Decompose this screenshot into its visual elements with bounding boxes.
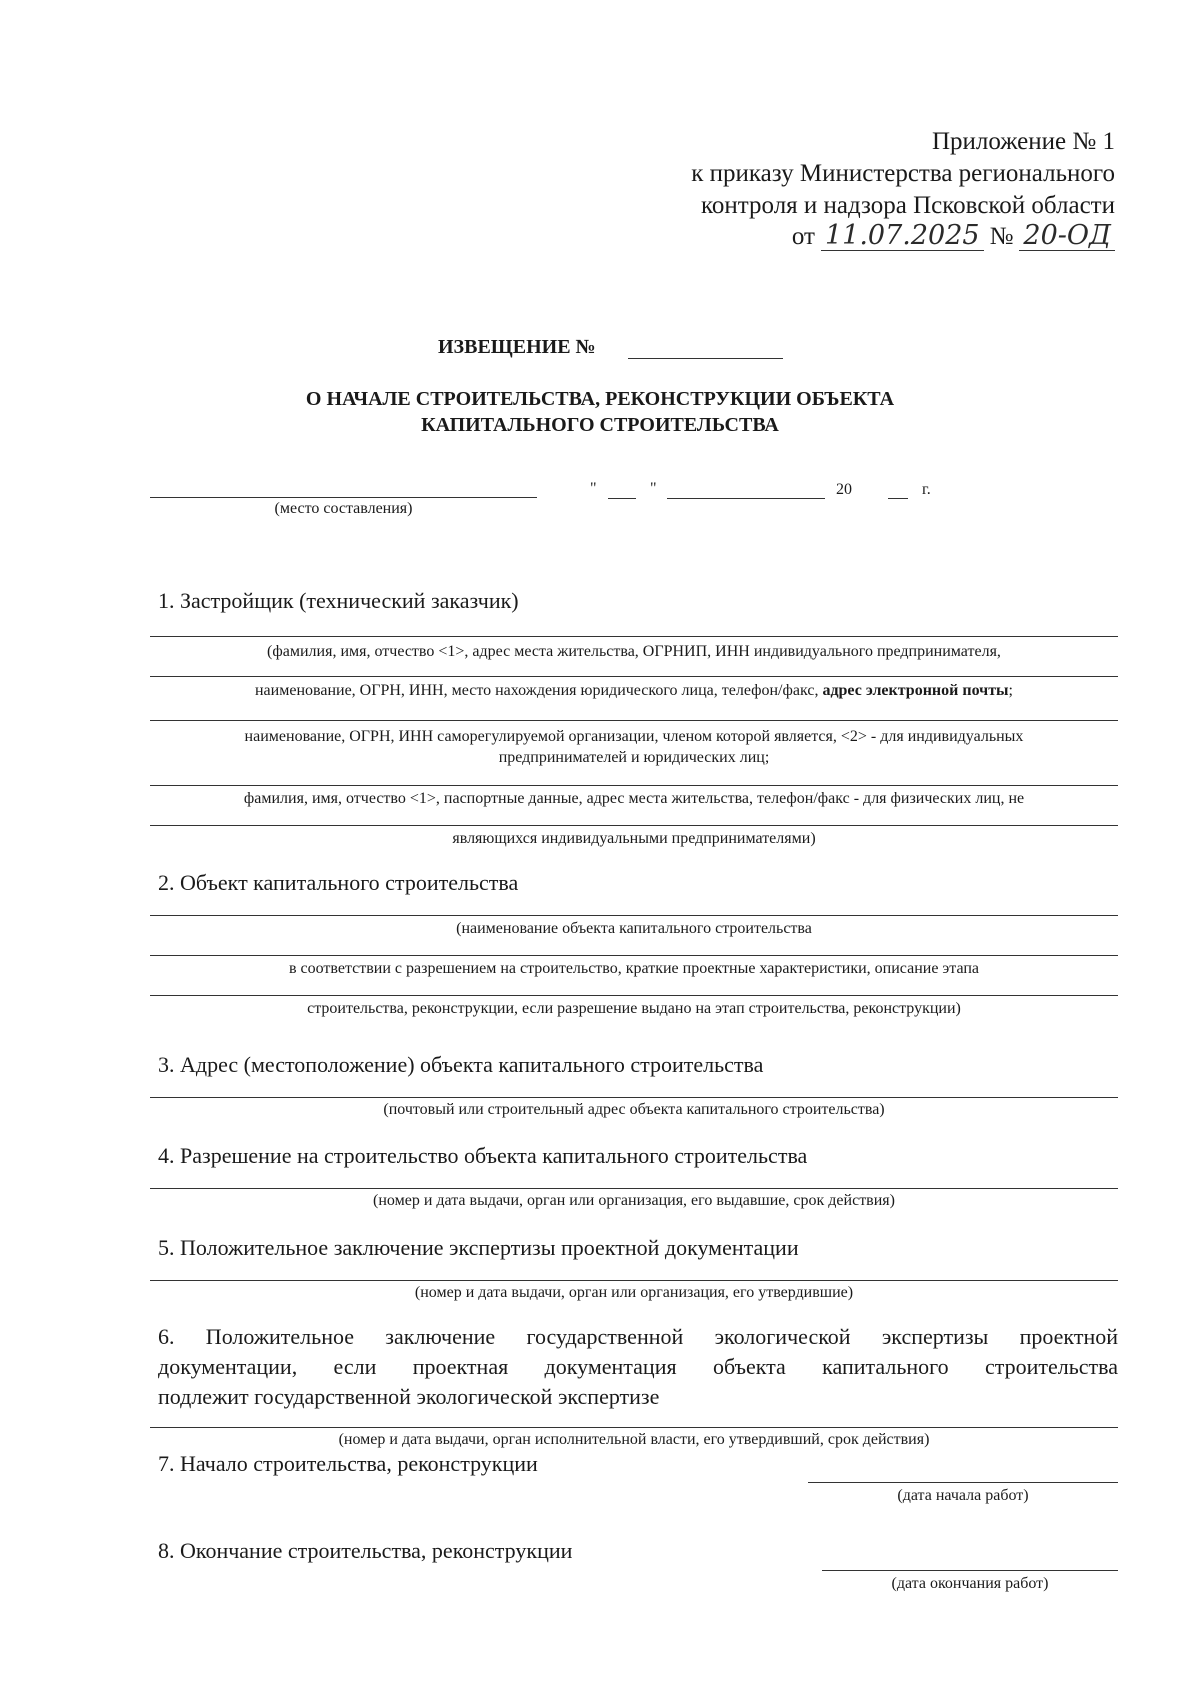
- section-1-field-1[interactable]: [150, 636, 1118, 637]
- year-prefix: 20: [836, 481, 852, 498]
- year-suffix: г.: [922, 481, 931, 498]
- place-field[interactable]: [150, 497, 537, 498]
- order-reference: к приказу Министерства регионального: [691, 160, 1115, 187]
- section-1-title: 1. Застройщик (технический заказчик): [158, 588, 519, 613]
- section-8-caption: (дата окончания работ): [891, 1575, 1049, 1592]
- section-1-field-2[interactable]: [150, 676, 1118, 677]
- section-1-caption-1: (фамилия, имя, отчество <1>, адрес места жительства, ОГРНИП, ИНН индивидуального предпринимателя,: [267, 643, 1001, 660]
- section-1-field-3[interactable]: [150, 720, 1118, 721]
- from-label: от: [791, 223, 815, 250]
- section-1-caption-5: являющихся индивидуальными предпринимателями): [452, 830, 816, 847]
- order-number-handwritten: 20-ОД: [1019, 222, 1115, 251]
- notice-title: ИЗВЕЩЕНИЕ №: [438, 336, 596, 358]
- section-6-line-3: подлежит государственной экологической экспертизе: [158, 1384, 660, 1409]
- subtitle-line-1: О НАЧАЛЕ СТРОИТЕЛЬСТВА, РЕКОНСТРУКЦИИ ОБЪЕКТА: [305, 388, 895, 410]
- section-7-caption: (дата начала работ): [897, 1487, 1029, 1504]
- section-6-line-2: документации, если проектная документация объекта капитального строительства: [158, 1354, 1118, 1379]
- section-7-title: 7. Начало строительства, реконструкции: [158, 1451, 538, 1476]
- section-2-title: 2. Объект капитального строительства: [158, 870, 519, 895]
- section-6-title: [158, 1322, 1118, 1412]
- section-8-title: 8. Окончание строительства, реконструкции: [158, 1538, 573, 1563]
- section-5-field[interactable]: [150, 1280, 1118, 1281]
- section-2-field-2[interactable]: [150, 955, 1118, 956]
- section-2-field-3[interactable]: [150, 995, 1118, 996]
- section-2-caption-1: (наименование объекта капитального строительства: [456, 920, 812, 937]
- caption-2-part-c: ;: [1008, 682, 1013, 699]
- month-field[interactable]: [667, 498, 825, 499]
- ministry-name: контроля и надзора Псковской области: [701, 192, 1115, 219]
- section-1-field-4[interactable]: [150, 785, 1118, 786]
- order-date-handwritten: 11.07.2025: [821, 222, 984, 251]
- section-2-field-1[interactable]: [150, 915, 1118, 916]
- section-3-field[interactable]: [150, 1097, 1118, 1098]
- section-3-title: 3. Адрес (местоположение) объекта капитального строительства: [158, 1052, 764, 1077]
- section-5-caption: (номер и дата выдачи, орган или организация, его утвердившие): [414, 1284, 854, 1301]
- section-3-caption: (почтовый или строительный адрес объекта капитального строительства): [383, 1101, 885, 1118]
- section-6-caption: (номер и дата выдачи, орган исполнительной власти, его утвердивший, срок действия): [338, 1431, 930, 1448]
- section-1-caption-4: фамилия, имя, отчество <1>, паспортные данные, адрес места жительства, телефон/факс - для физических лиц, не: [243, 790, 1025, 807]
- number-label: №: [989, 223, 1014, 250]
- section-1-caption-2: [150, 682, 1118, 700]
- day-field[interactable]: [608, 498, 636, 499]
- quote-close: ": [650, 480, 657, 497]
- year-field[interactable]: [888, 498, 908, 499]
- section-4-title: 4. Разрешение на строительство объекта капитального строительства: [158, 1143, 808, 1168]
- notice-number-field[interactable]: [628, 358, 783, 359]
- section-2-caption-2: в соответствии с разрешением на строительство, краткие проектные характеристики, описание этапа: [288, 960, 980, 977]
- caption-2-email: адрес электронной почты: [822, 682, 1009, 699]
- quote-open: ": [590, 480, 597, 497]
- start-date-field[interactable]: [808, 1482, 1118, 1483]
- order-date-number: [792, 222, 1115, 251]
- notice-subtitle: [0, 386, 1200, 438]
- place-caption: (место составления): [274, 500, 413, 517]
- caption-3-line-1: наименование, ОГРН, ИНН саморегулируемой организации, членом которой является, <2> - для индивидуальных: [244, 728, 1024, 745]
- caption-3-line-2: предпринимателей и юридических лиц;: [498, 749, 770, 766]
- appendix-number: Приложение № 1: [931, 128, 1115, 155]
- caption-2-part-a: наименование, ОГРН, ИНН, место нахождения юридического лица, телефон/факс,: [254, 682, 823, 699]
- section-4-caption: (номер и дата выдачи, орган или организация, его выдавшие, срок действия): [373, 1192, 895, 1209]
- end-date-field[interactable]: [822, 1570, 1118, 1571]
- section-6-line-1: 6. Положительное заключение государственной экологической экспертизы проектной: [158, 1324, 1118, 1349]
- section-5-title: 5. Положительное заключение экспертизы проектной документации: [158, 1235, 799, 1260]
- section-2-caption-3: строительства, реконструкции, если разрешение выдано на этап строительства, реконструкции): [307, 1000, 961, 1017]
- section-4-field[interactable]: [150, 1188, 1118, 1189]
- section-6-field[interactable]: [150, 1427, 1118, 1428]
- section-1-field-5[interactable]: [150, 825, 1118, 826]
- subtitle-line-2: КАПИТАЛЬНОГО СТРОИТЕЛЬСТВА: [421, 414, 779, 436]
- section-1-caption-3: [150, 726, 1118, 768]
